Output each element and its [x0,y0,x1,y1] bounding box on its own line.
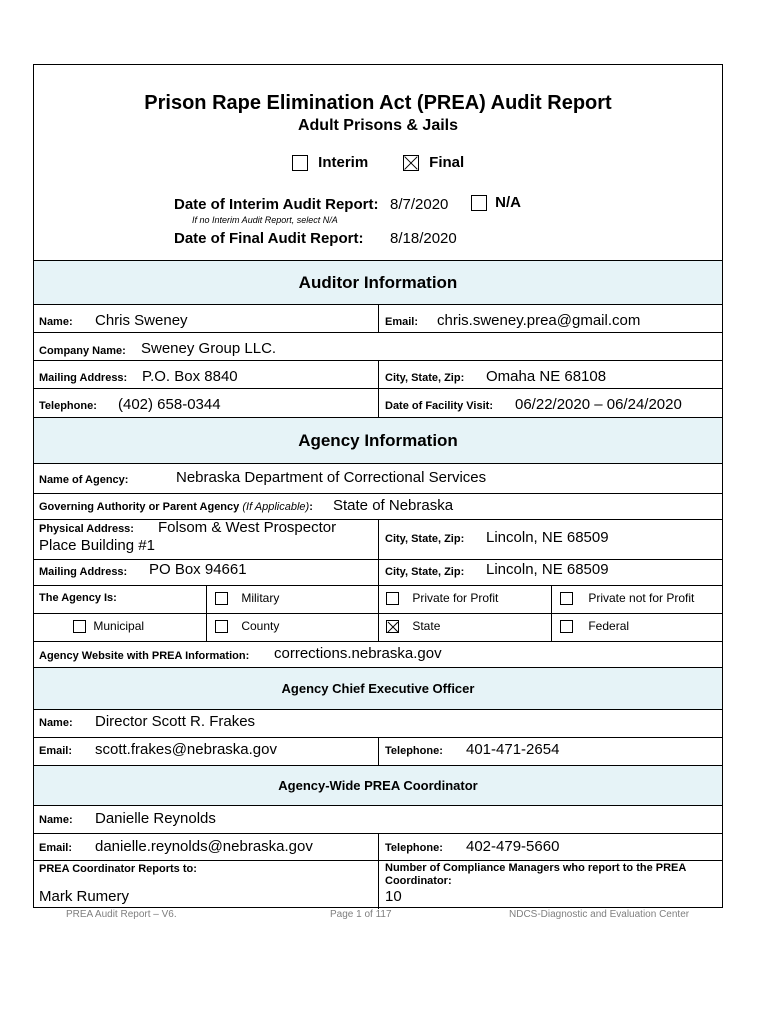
agency-physical-csz-label: City, State, Zip: [385,533,465,545]
auditor-email-label: Email: [385,316,419,328]
final-checkbox[interactable] [403,155,419,171]
agency-mailing-csz-label: City, State, Zip: [385,566,465,578]
ceo-phone-label: Telephone: [385,745,443,757]
final-label: Final [429,154,465,171]
auditor-name-label: Name: [39,316,73,328]
auditor-csz-value: Omaha NE 68108 [486,368,607,385]
coordinator-reports-label: PREA Coordinator Reports to: [39,863,197,875]
agency-physical-line2: Place Building #1 [39,537,155,554]
agency-gov-label-group [39,501,313,513]
ceo-name-value: Director Scott R. Frakes [95,713,256,730]
type-county[interactable] [215,619,279,633]
agency-name-label: Name of Agency: [39,474,129,486]
agency-website-value: corrections.nebraska.gov [274,645,442,662]
federal-label: Federal [588,619,630,633]
interim-checkbox[interactable] [292,155,308,171]
auditor-name-value: Chris Sweney [95,312,188,329]
private-nonprofit-label: Private not for Profit [588,591,695,605]
page-title: Prison Rape Elimination Act (PREA) Audit Report [144,92,612,114]
agency-gov-note: (If Applicable) [242,501,310,513]
ceo-phone-value: 401-471-2654 [466,741,560,758]
auditor-csz-label: City, State, Zip: [385,372,465,384]
state-checkbox[interactable] [386,620,399,633]
county-label: County [241,619,280,633]
coordinator-reports-value: Mark Rumery [39,888,130,905]
state-label: State [412,619,441,633]
military-label: Military [241,591,280,605]
agency-physical-line1: Folsom & West Prospector [158,519,337,536]
agency-physical-csz-value: Lincoln, NE 68509 [486,529,609,546]
footer-page-number: Page 1 of 117 [330,909,392,920]
footer-right: NDCS-Diagnostic and Evaluation Center [509,909,690,920]
auditor-phone-value: (402) 658-0344 [118,396,221,413]
county-checkbox[interactable] [215,620,228,633]
auditor-section-title: Auditor Information [298,273,458,292]
municipal-checkbox[interactable] [73,620,86,633]
final-date-value: 8/18/2020 [390,230,457,247]
coordinator-managers-label-2: Coordinator: [385,875,452,887]
final-date-label: Date of Final Audit Report: [174,230,364,247]
type-federal[interactable] [560,619,629,633]
auditor-company-label: Company Name: [39,345,126,357]
agency-mailing-csz-value: Lincoln, NE 68509 [486,561,609,578]
agency-mailing-value: PO Box 94661 [149,561,247,578]
agency-gov-value: State of Nebraska [333,497,454,514]
coordinator-section-header [34,765,722,805]
private-profit-label: Private for Profit [412,591,499,605]
agency-is-label: The Agency Is: [39,592,117,604]
interim-label: Interim [318,154,369,171]
audit-report-form [33,64,723,908]
auditor-visit-label: Date of Facility Visit: [385,400,493,412]
coordinator-name-label: Name: [39,814,73,826]
type-military[interactable] [215,591,279,605]
military-checkbox[interactable] [215,592,228,605]
final-option[interactable] [403,154,464,171]
coordinator-section-title: Agency-Wide PREA Coordinator [278,778,478,793]
ceo-section-header [34,667,722,709]
na-checkbox[interactable] [471,195,487,211]
auditor-mailing-label: Mailing Address: [39,372,128,384]
auditor-mailing-value: P.O. Box 8840 [142,368,238,385]
ceo-name-label: Name: [39,717,73,729]
na-option[interactable] [471,194,521,211]
type-private-nonprofit[interactable] [560,591,694,605]
interim-option[interactable] [292,154,368,171]
ceo-email-value: scott.frakes@nebraska.gov [95,741,277,758]
coordinator-email-label: Email: [39,842,73,854]
ceo-email-label: Email: [39,745,73,757]
footer-left: PREA Audit Report – V6. [66,909,177,920]
page-subtitle: Adult Prisons & Jails [297,117,459,134]
agency-physical-label: Physical Address: [39,523,134,535]
coordinator-phone-value: 402-479-5660 [466,838,560,855]
agency-website-label: Agency Website with PREA Information: [39,650,250,662]
auditor-company-value: Sweney Group LLC. [141,340,277,357]
auditor-visit-value: 06/22/2020 – 06/24/2020 [515,396,682,413]
private-profit-checkbox[interactable] [386,592,399,605]
na-label: N/A [495,194,522,211]
agency-name-value: Nebraska Department of Correctional Services [176,469,487,486]
agency-section-title: Agency Information [298,431,458,450]
auditor-email-value: chris.sweney.prea@gmail.com [437,312,641,329]
coordinator-managers-value: 10 [385,888,402,905]
agency-section-header [34,417,722,463]
interim-date-label: Date of Interim Audit Report: [174,196,379,213]
coordinator-managers-label-1: Number of Compliance Managers who report to the PREA [385,862,687,874]
agency-mailing-label: Mailing Address: [39,566,128,578]
coordinator-name-value: Danielle Reynolds [95,810,216,827]
agency-gov-colon: : [309,501,313,513]
type-state[interactable] [386,619,440,633]
ceo-section-title: Agency Chief Executive Officer [281,681,475,696]
coordinator-phone-label: Telephone: [385,842,443,854]
auditor-section-header [34,260,722,304]
private-nonprofit-checkbox[interactable] [560,592,573,605]
auditor-phone-label: Telephone: [39,400,97,412]
coordinator-email-value: danielle.reynolds@nebraska.gov [95,838,313,855]
type-private-profit[interactable] [386,591,498,605]
type-municipal[interactable] [73,619,144,633]
interim-note: If no Interim Audit Report, select N/A [192,215,338,225]
municipal-label: Municipal [93,619,145,633]
federal-checkbox[interactable] [560,620,573,633]
interim-date-value: 8/7/2020 [390,196,449,213]
agency-gov-label: Governing Authority or Parent Agency [39,501,240,513]
auditor-company-row [34,332,722,360]
